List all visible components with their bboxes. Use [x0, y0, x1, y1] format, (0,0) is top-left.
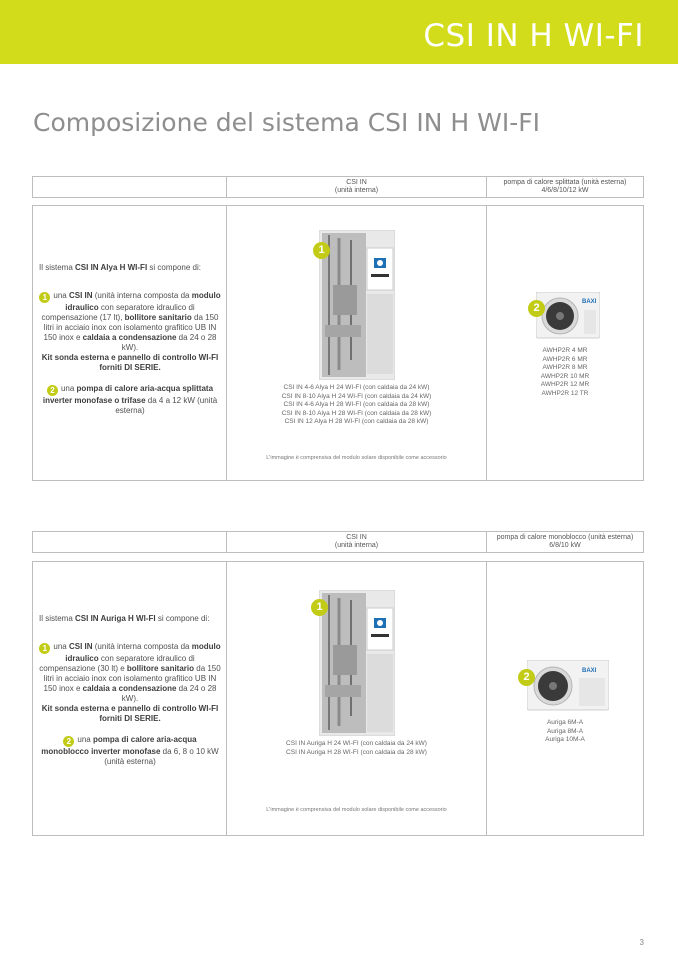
header-outdoor-line1: pompa di calore monoblocco (unità esterna): [496, 534, 634, 541]
model-item: CSI IN 8-10 Alya H 24 WI-FI (con caldaia da 24 kW): [281, 392, 432, 400]
model-item: CSI IN 8-10 Alya H 28 WI-FI (con caldaia da 28 kW): [281, 409, 432, 417]
system-1-description-cell: [33, 206, 227, 480]
system-1-header-row: [32, 176, 644, 198]
image-note: L'immagine è comprensiva del modulo solare disponibile come accessorio: [266, 455, 447, 461]
image-note: L'immagine è comprensiva del modulo solare disponibile come accessorio: [266, 807, 447, 813]
outdoor-unit-image: [536, 292, 600, 340]
number-badge-2: 2: [47, 385, 58, 396]
top-banner: [0, 0, 678, 64]
outdoor-model-item: AWHP2R 8 MR: [542, 364, 588, 371]
system-1-description: [39, 263, 221, 427]
component-1-badge: 1: [311, 599, 328, 616]
number-badge-1: 1: [39, 643, 50, 654]
header-empty-cell: [33, 177, 227, 197]
outdoor-model-item: Auriga 10M-A: [545, 736, 585, 743]
outdoor-models-list: [487, 719, 643, 745]
header-indoor-line1: CSI IN: [346, 534, 367, 541]
page-number: 3: [639, 938, 644, 947]
page-title: Composizione del sistema CSI IN H WI-FI: [33, 108, 540, 137]
component-2-text: 2 una pompa di calore aria-acqua monoblocco inverter monofase da 6, 8 o 10 kW (unità esterna): [41, 735, 219, 766]
model-item: CSI IN 4-6 Alya H 24 WI-FI (con caldaia da 24 kW): [283, 384, 430, 391]
model-item: CSI IN Auriga H 28 WI-FI (con caldaia da 28 kW): [286, 748, 427, 756]
header-indoor-line2: (unità interna): [334, 187, 379, 194]
system-1-table: [32, 205, 644, 481]
number-badge-2: 2: [63, 736, 74, 747]
banner-title: CSI IN H WI-FI: [423, 18, 644, 54]
header-outdoor-line2: 4/6/8/10/12 kW: [541, 187, 589, 194]
header-outdoor-line1: pompa di calore splittata (unità esterna): [503, 179, 627, 186]
system-2-table: [32, 561, 644, 836]
system-2-outdoor-cell: [487, 562, 643, 835]
component-1-text: 1 una CSI IN (unità interna composta da modulo idraulico con separatore idraulico di compensazione (17 lt), bollitore sanitario da 150 litri in acciaio inox con isolamento grafitico UB IN 150 inox e caldaia a condensazione da 24 o 28 kW). Kit sonda esterna e pannello di controllo WI-FI forniti DI SERIE.: [39, 291, 221, 373]
component-2-badge: 2: [528, 300, 545, 317]
header-outdoor-cell: [487, 177, 643, 197]
outdoor-unit-image: [527, 660, 609, 712]
component-1-text: 1 una CSI IN (unità interna composta da modulo idraulico con separatore idraulico di compensazione (30 lt) e bollitore sanitario da 150 litri in acciaio inox con isolamento grafitico UB IN 150 inox e caldaia a condensazione da 24 o 28 kW). Kit sonda esterna e pannello di controllo WI-FI forniti DI SERIE.: [39, 642, 221, 723]
header-outdoor-line2: 6/8/10 kW: [549, 542, 581, 549]
model-item: CSI IN 12 Alya H 28 WI-FI (con caldaia da 28 kW): [284, 418, 429, 425]
component-2-text: 2 una pompa di calore aria-acqua splittata inverter monofase o trifase da 4 a 12 kW (unità esterna): [42, 384, 218, 415]
header-indoor-cell: [227, 532, 487, 552]
outdoor-model-item: AWHP2R 6 MR: [542, 355, 588, 363]
model-item: CSI IN Auriga H 24 WI-FI (con caldaia da 24 kW): [286, 740, 427, 747]
indoor-unit-image: [319, 230, 395, 380]
header-indoor-cell: [227, 177, 487, 197]
header-indoor-line1: CSI IN: [346, 179, 367, 186]
header-empty-cell: [33, 532, 227, 552]
number-badge-1: 1: [39, 292, 50, 303]
model-item: CSI IN 4-6 Alya H 28 WI-FI (con caldaia da 28 kW): [283, 401, 430, 408]
header-outdoor-cell: [487, 532, 643, 552]
system-intro: Il sistema CSI IN Alya H WI-FI si compone di:: [39, 263, 201, 272]
outdoor-model-item: AWHP2R 4 MR: [542, 347, 588, 354]
indoor-unit-image: [319, 590, 395, 736]
system-2-description-cell: [33, 562, 227, 835]
outdoor-model-item: AWHP2R 12 MR: [540, 381, 590, 388]
outdoor-model-item: Auriga 6M-A: [546, 719, 584, 726]
brand-logo: BAXI: [582, 299, 597, 305]
outdoor-model-item: AWHP2R 12 TR: [541, 389, 589, 397]
brand-logo: BAXI: [582, 668, 597, 674]
system-2-header-row: [32, 531, 644, 553]
system-1-indoor-cell: [227, 206, 487, 480]
system-2-indoor-cell: [227, 562, 487, 835]
outdoor-model-item: Auriga 8M-A: [546, 727, 584, 735]
header-indoor-line2: (unità interna): [334, 542, 379, 549]
indoor-models-list: [227, 740, 486, 757]
system-2-description: [39, 614, 221, 778]
system-1-outdoor-cell: [487, 206, 643, 480]
outdoor-model-item: AWHP2R 10 MR: [540, 372, 590, 380]
component-1-badge: 1: [313, 242, 330, 259]
component-2-badge: 2: [518, 669, 535, 686]
indoor-models-list: [227, 384, 486, 427]
outdoor-models-list: [487, 347, 643, 398]
system-intro: Il sistema CSI IN Auriga H WI-FI si compone di:: [39, 614, 210, 623]
